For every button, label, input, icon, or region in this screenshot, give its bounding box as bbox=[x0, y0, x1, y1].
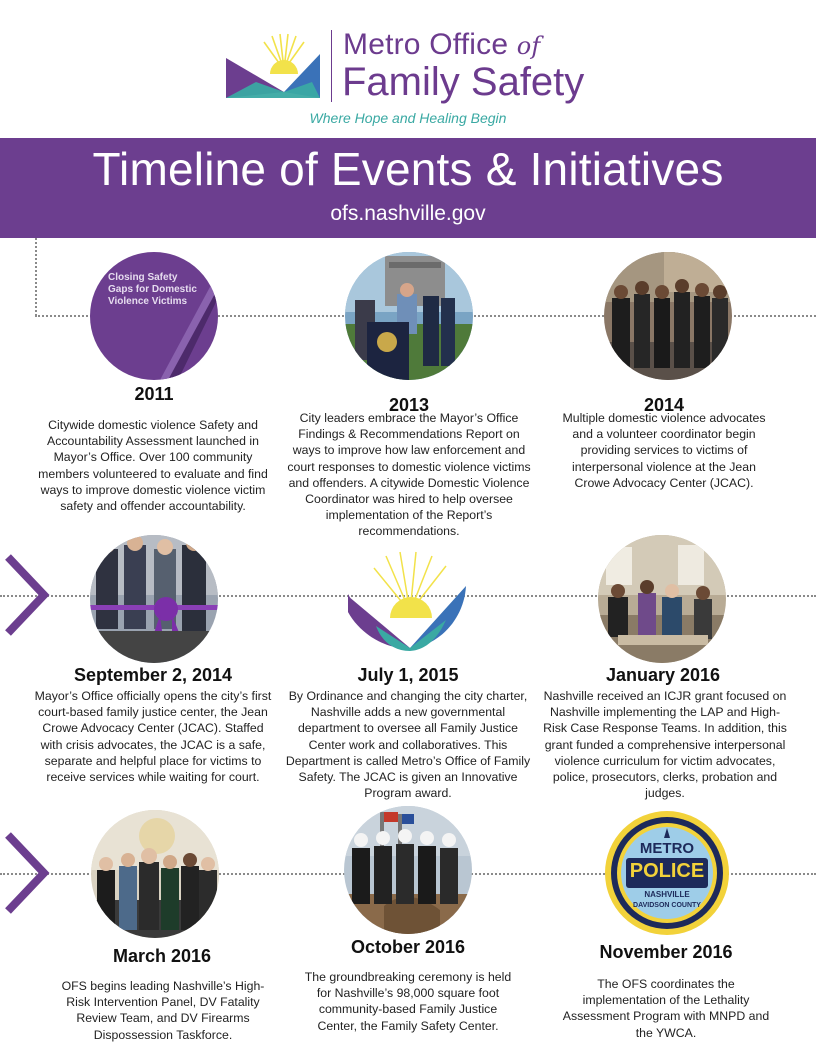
event-date-jul-2015: July 1, 2015 bbox=[357, 665, 459, 685]
event-date-mar-2016: March 2016 bbox=[112, 946, 212, 966]
logo-text-metro-office: Metro Office of bbox=[343, 28, 541, 61]
badge-text-nashville: NASHVILLE bbox=[644, 890, 690, 899]
event-image-press-conference bbox=[345, 252, 473, 380]
event-description-mar-2016: OFS begins leading Nashville’s High-Risk Intervention Panel, DV Fatality Review Team, and DV Firearms Dispossession Taskforce. bbox=[61, 979, 265, 1042]
ofs-logo-mark-icon bbox=[346, 550, 468, 654]
event-description-2011: Citywide domestic violence Safety and Accountability Assessment launched in Mayor’s Office. Over 100 community members volunteered to evaluate and find ways to improve domestic violence victim safety and offender accountability. bbox=[38, 418, 268, 514]
event-image-ribbon-cutting bbox=[90, 535, 218, 663]
ofs-logo-icon bbox=[226, 30, 320, 100]
event-description-jan-2016: Nashville received an ICJR grant focused on Nashville implementing the LAP and High-Risk Case Response Teams. In addition, this grant funded a comprehensive interpersonal violence curriculum for victim advocates, police, prosecutors, clerks, probation and judges. bbox=[543, 689, 787, 801]
event-date-2013: 2013 bbox=[388, 395, 430, 415]
page-title: Timeline of Events & Initiatives bbox=[92, 143, 724, 195]
badge-text-police: POLICE bbox=[629, 860, 705, 882]
chevron-right-icon bbox=[2, 553, 52, 637]
website-link[interactable]: ofs.nashville.gov bbox=[330, 202, 486, 225]
logo-divider bbox=[331, 30, 332, 102]
chevron-right-icon bbox=[2, 831, 52, 915]
report-cover-text: Closing Safety Gaps for Domestic Violence Victims bbox=[108, 272, 197, 307]
event-image-report-cover bbox=[90, 252, 218, 380]
event-description-sep-2014: Mayor’s Office officially opens the city’s first court-based family justice center, the Jean Crowe Advocacy Center (JCAC). Staffed with crisis advocates, the JCAC is a safe, separate and helpful place for victims to receive services while waiting for court. bbox=[34, 689, 272, 785]
event-description-jul-2015: By Ordinance and changing the city charter, Nashville adds a new governmental department to oversee all Family Justice Center work and collaboratives. This Department is called Metro’s Office of Family Safety. The JCAC is given an Innovative Program award. bbox=[285, 689, 531, 801]
event-date-sep-2014: September 2, 2014 bbox=[73, 665, 233, 685]
event-description-2013: City leaders embrace the Mayor’s Office Findings & Recommendations Report on ways to improve how law enforcement and court responses to domestic violence victims and offenders. A citywide Domestic Violence Coordinator was hired to help oversee implementation of the Report’s recommendations. bbox=[287, 411, 531, 539]
event-description-oct-2016: The groundbreaking ceremony is held for Nashville’s 98,000 square foot community-based Family Justice Center, the Family Safety Center. bbox=[304, 970, 512, 1033]
badge-text-davidson: DAVIDSON COUNTY bbox=[633, 902, 701, 909]
event-date-nov-2016: November 2016 bbox=[599, 942, 733, 962]
timeline-connector bbox=[35, 238, 37, 316]
metro-police-badge bbox=[604, 810, 730, 936]
event-image-advocates-group bbox=[604, 252, 732, 380]
event-date-oct-2016: October 2016 bbox=[350, 937, 466, 957]
event-description-2014: Multiple domestic violence advocates and a volunteer coordinator begin providing services to victims of interpersonal violence at the Jean Crowe Advocacy Center (JCAC). bbox=[562, 411, 766, 490]
event-image-groundbreaking bbox=[344, 806, 472, 934]
event-date-jan-2016: January 2016 bbox=[605, 665, 721, 685]
event-description-nov-2016: The OFS coordinates the implementation of the Lethality Assessment Program with MNPD and the YWCA. bbox=[562, 977, 770, 1040]
event-image-training-meeting bbox=[598, 535, 726, 663]
event-date-2014: 2014 bbox=[643, 395, 685, 415]
event-image-team-photo bbox=[91, 810, 219, 938]
tagline: Where Hope and Healing Begin bbox=[309, 110, 507, 126]
logo-text-family-safety: Family Safety bbox=[342, 60, 585, 104]
badge-text-metro: METRO bbox=[639, 840, 695, 857]
event-date-2011: 2011 bbox=[134, 384, 174, 404]
